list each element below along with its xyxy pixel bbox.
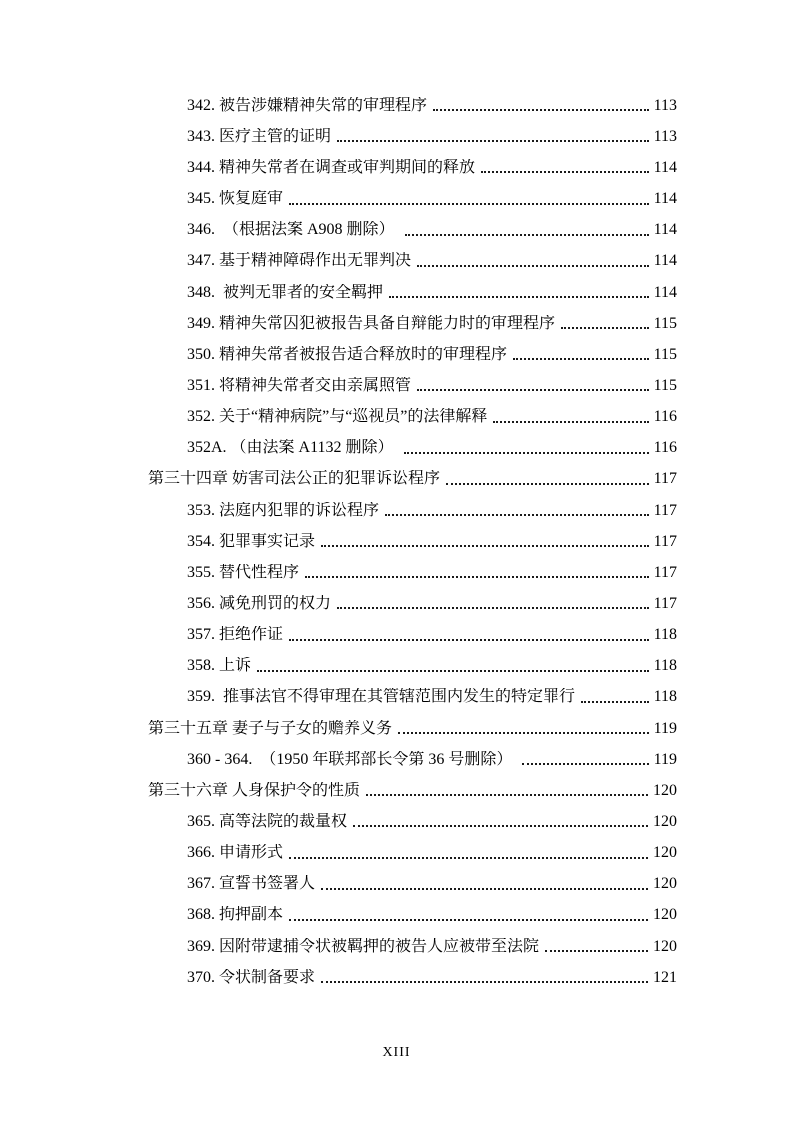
toc-entry-title: 359. 推事法官不得审理在其管辖范围内发生的特定罪行 <box>187 688 576 706</box>
toc-entry-page: 120 <box>653 875 677 893</box>
toc-entry-page: 113 <box>653 96 677 114</box>
toc-entry-title: 342. 被告涉嫌精神失常的审理程序 <box>187 96 428 114</box>
toc-entry <box>148 302 677 333</box>
toc-entry-title: 369. 因附带逮捕令状被羁押的被告人应被带至法院 <box>187 937 540 955</box>
toc-entry-page: 117 <box>653 501 677 519</box>
toc-entry <box>148 894 677 925</box>
toc-entry <box>148 956 677 987</box>
toc-entry <box>148 240 677 271</box>
toc-entry <box>148 209 677 240</box>
dot-leader <box>289 918 648 921</box>
dot-leader <box>417 264 649 267</box>
toc-entry-page: 114 <box>653 283 677 301</box>
toc-entry <box>148 489 677 520</box>
toc-entry-page: 114 <box>653 190 677 208</box>
toc-entry <box>148 146 677 177</box>
dot-leader <box>417 388 649 391</box>
toc-entry-title: 352. 关于“精神病院”与“巡视员”的法律解释 <box>187 408 488 426</box>
toc-entry <box>148 177 677 208</box>
dot-leader <box>405 233 649 236</box>
toc-entry-title: 350. 精神失常者被报告适合释放时的审理程序 <box>187 345 508 363</box>
dot-leader <box>513 357 649 360</box>
toc-entry-page: 120 <box>653 844 677 862</box>
toc-entry-page: 116 <box>653 439 677 457</box>
toc-entry-page: 120 <box>653 812 677 830</box>
toc-entry-page: 117 <box>653 563 677 581</box>
toc-entry-page: 117 <box>653 532 677 550</box>
toc-entry-title: 366. 申请形式 <box>187 844 284 862</box>
toc-entry-title: 344. 精神失常者在调查或审判期间的释放 <box>187 159 476 177</box>
toc-entry-title: 355. 替代性程序 <box>187 563 300 581</box>
toc-entry-title: 357. 拒绝作证 <box>187 626 284 644</box>
dot-leader <box>404 451 649 454</box>
toc-entry-page: 118 <box>653 626 677 644</box>
page-number-footer: XIII <box>382 1045 411 1060</box>
toc-entry <box>148 551 677 582</box>
toc-entry-page: 113 <box>653 127 677 145</box>
toc-entry <box>148 676 677 707</box>
toc-entry-title: 353. 法庭内犯罪的诉讼程序 <box>187 501 380 519</box>
toc-entry-page: 120 <box>653 906 677 924</box>
toc-entry-title: 352A. （由法案 A1132 删除） <box>187 439 398 457</box>
toc-entry-page: 116 <box>653 408 677 426</box>
toc-entry-page: 119 <box>653 750 677 768</box>
dot-leader <box>289 638 649 641</box>
dot-leader <box>522 762 648 765</box>
toc-entry <box>148 769 677 800</box>
toc-entry-page: 114 <box>653 159 677 177</box>
toc-entry-page: 115 <box>653 314 677 332</box>
dot-leader <box>385 513 649 516</box>
toc-entry-page: 121 <box>653 968 677 986</box>
dot-leader <box>305 575 649 578</box>
toc-entry-page: 115 <box>653 345 677 363</box>
toc-entry-page: 119 <box>653 719 677 737</box>
toc-entry <box>148 364 677 395</box>
toc-entry-page: 115 <box>653 377 677 395</box>
toc-entry-title: 348. 被判无罪者的安全羁押 <box>187 283 384 301</box>
toc-entry-title: 第三十六章 人身保护令的性质 <box>148 781 361 799</box>
toc-entry <box>148 863 677 894</box>
dot-leader <box>581 700 649 703</box>
dot-leader <box>481 170 649 173</box>
toc-entry <box>148 831 677 862</box>
toc-entry <box>148 738 677 769</box>
dot-leader <box>337 139 649 142</box>
dot-leader <box>389 295 649 298</box>
toc-entry <box>148 115 677 146</box>
toc-entry <box>148 333 677 364</box>
dot-leader <box>545 949 648 952</box>
toc-list <box>148 84 677 987</box>
dot-leader <box>289 856 648 859</box>
dot-leader <box>493 420 648 423</box>
dot-leader <box>398 731 649 734</box>
toc-entry-title: 345. 恢复庭审 <box>187 190 284 208</box>
toc-entry <box>148 84 677 115</box>
toc-entry <box>148 800 677 831</box>
toc-entry <box>148 520 677 551</box>
toc-entry-title: 第三十五章 妻子与子女的赡养义务 <box>148 719 393 737</box>
toc-entry-title: 346. （根据法案 A908 删除） <box>187 221 399 239</box>
toc-entry-title: 351. 将精神失常者交由亲属照管 <box>187 377 412 395</box>
toc-entry-title: 360 - 364. （1950 年联邦部长令第 36 号删除） <box>187 750 517 768</box>
toc-entry-page: 117 <box>653 470 677 488</box>
toc-entry <box>148 458 677 489</box>
toc-entry <box>148 427 677 458</box>
dot-leader <box>561 326 649 329</box>
toc-entry-title: 第三十四章 妨害司法公正的犯罪诉讼程序 <box>148 470 441 488</box>
toc-entry <box>148 707 677 738</box>
toc-entry-title: 367. 宣誓书签署人 <box>187 875 316 893</box>
dot-leader <box>289 202 649 205</box>
toc-entry-page: 114 <box>653 252 677 270</box>
toc-entry-title: 358. 上诉 <box>187 657 252 675</box>
toc-entry-page: 118 <box>653 657 677 675</box>
toc-entry <box>148 582 677 613</box>
toc-entry-title: 365. 高等法院的裁量权 <box>187 812 348 830</box>
toc-entry-page: 114 <box>653 221 677 239</box>
dot-leader <box>446 482 649 485</box>
toc-entry-title: 347. 基于精神障碍作出无罪判决 <box>187 252 412 270</box>
dot-leader <box>321 980 648 983</box>
toc-entry-page: 117 <box>653 595 677 612</box>
toc-entry-page: 120 <box>653 937 677 955</box>
dot-leader <box>257 669 649 672</box>
toc-entry-page: 118 <box>653 688 677 706</box>
toc-entry <box>148 613 677 644</box>
dot-leader <box>321 887 648 890</box>
dot-leader <box>366 793 648 796</box>
toc-entry-title: 356. 减免刑罚的权力 <box>187 595 332 612</box>
toc-entry-title: 349. 精神失常囚犯被报告具备自辩能力时的审理程序 <box>187 314 556 332</box>
toc-entry <box>148 395 677 426</box>
toc-entry-page: 120 <box>653 781 677 799</box>
toc-entry <box>148 271 677 302</box>
dot-leader <box>337 606 649 609</box>
dot-leader <box>353 824 648 827</box>
toc-entry <box>148 925 677 956</box>
toc-entry-title: 368. 拘押副本 <box>187 906 284 924</box>
dot-leader <box>433 108 649 111</box>
toc-entry-title: 370. 令状制备要求 <box>187 968 316 986</box>
toc-entry <box>148 645 677 676</box>
dot-leader <box>321 544 649 547</box>
toc-entry-title: 343. 医疗主管的证明 <box>187 127 332 145</box>
toc-entry-title: 354. 犯罪事实记录 <box>187 532 316 550</box>
